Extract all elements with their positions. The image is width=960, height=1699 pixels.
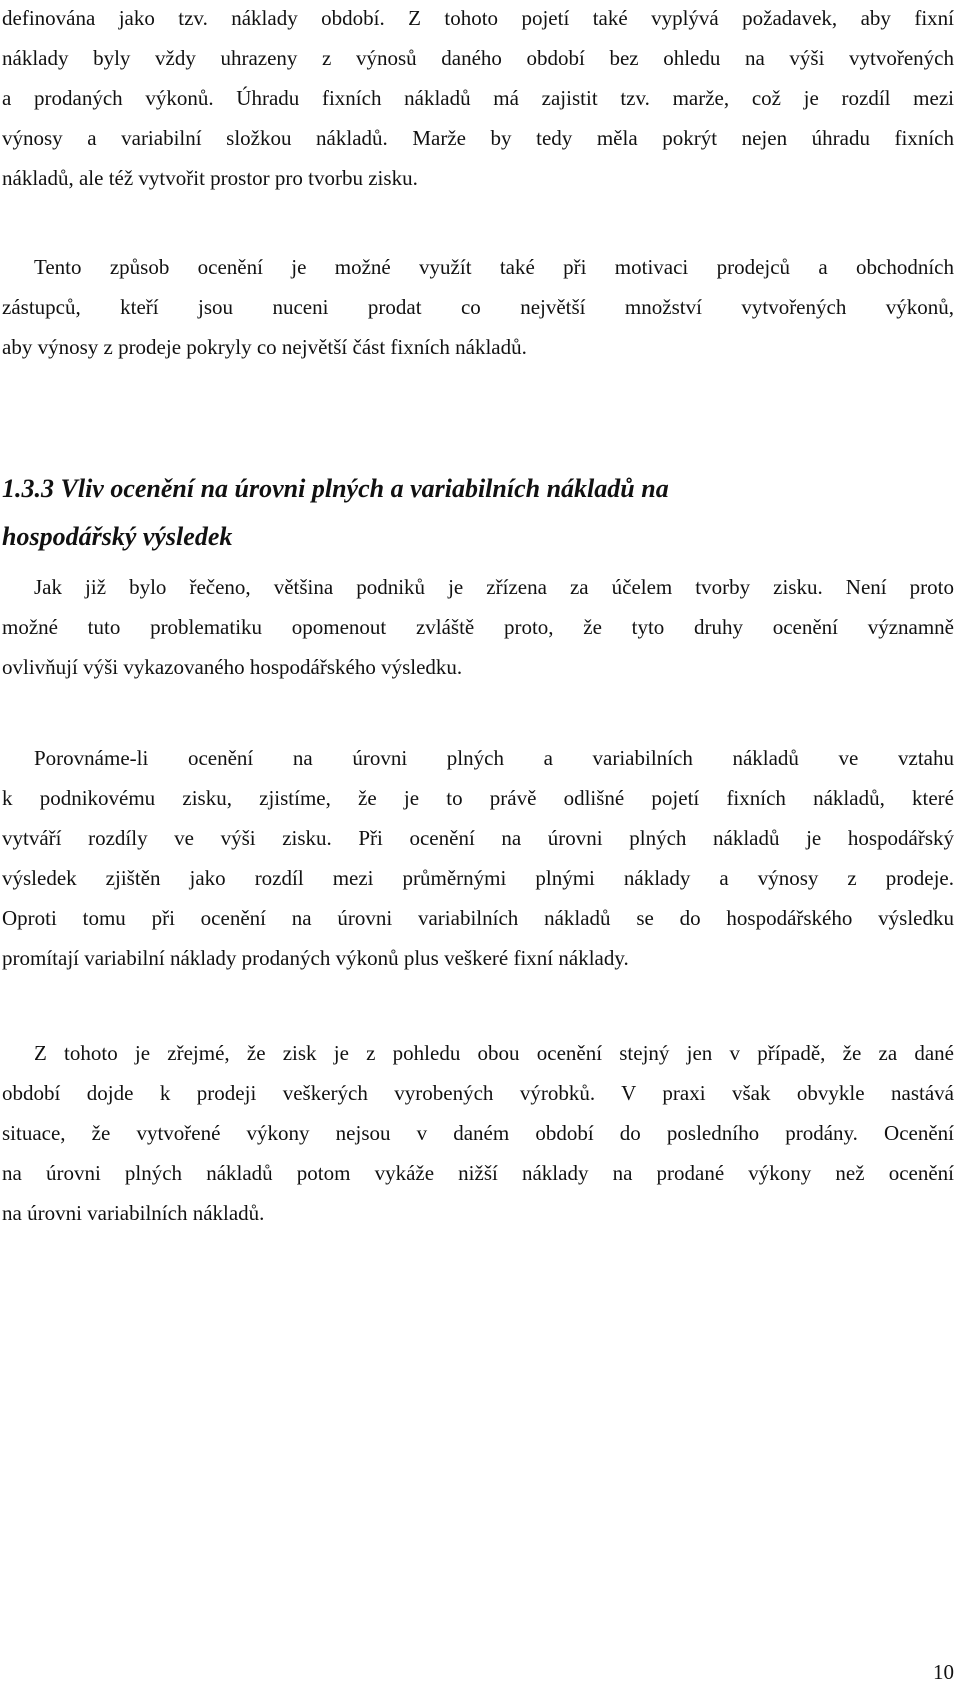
page-number: 10 xyxy=(933,1660,954,1684)
paragraph-line: nákladů, ale též vytvořit prostor pro tvorbu zisku. xyxy=(2,166,418,190)
heading-line: 1.3.3 Vliv ocenění na úrovni plných a variabilních nákladů na xyxy=(2,474,669,503)
paragraph-line: Jak již bylo řečeno, většina podniků je zřízena za účelem tvorby zisku. Není proto xyxy=(34,575,954,599)
paragraph-line: ovlivňují výši vykazovaného hospodářského výsledku. xyxy=(2,655,463,679)
paragraph-line: Oproti tomu při ocenění na úrovni variabilních nákladů se do hospodářského výsledku xyxy=(2,906,954,930)
paragraph-line: k podnikovému zisku, zjistíme, že je to právě odlišné pojetí fixních nákladů, které xyxy=(2,786,954,810)
paragraph-line: náklady byly vždy uhrazeny z výnosů daného období bez ohledu na výši vytvořených xyxy=(2,46,954,70)
paragraph-1 xyxy=(2,0,954,198)
paragraph-3 xyxy=(2,567,954,687)
paragraph-line: definována jako tzv. náklady období. Z tohoto pojetí také vyplývá požadavek, aby fixní xyxy=(2,6,954,30)
heading-line: hospodářský výsledek xyxy=(2,522,233,551)
paragraph-line: výsledek zjištěn jako rozdíl mezi průměrnými plnými náklady a výnosy z prodeje. xyxy=(2,866,954,890)
paragraph-5 xyxy=(2,1033,954,1233)
paragraph-line: situace, že vytvořené výkony nejsou v daném období do posledního prodány. Ocenění xyxy=(2,1121,954,1145)
paragraph-4 xyxy=(2,738,954,978)
paragraph-line: vytváří rozdíly ve výši zisku. Při ocenění na úrovni plných nákladů je hospodářský xyxy=(2,826,954,850)
paragraph-line: na úrovni plných nákladů potom vykáže nižší náklady na prodané výkony než ocenění xyxy=(2,1161,954,1185)
paragraph-line: Z tohoto je zřejmé, že zisk je z pohledu obou ocenění stejný jen v případě, že za dané xyxy=(34,1041,954,1065)
paragraph-line: možné tuto problematiku opomenout zvláště proto, že tyto druhy ocenění významně xyxy=(2,615,954,639)
paragraph-line: a prodaných výkonů. Úhradu fixních nákladů má zajistit tzv. marže, což je rozdíl mezi xyxy=(2,86,954,110)
paragraph-line: Porovnáme-li ocenění na úrovni plných a variabilních nákladů ve vztahu xyxy=(34,746,954,770)
paragraph-line: aby výnosy z prodeje pokryly co největší část fixních nákladů. xyxy=(2,335,527,359)
section-heading xyxy=(2,465,954,561)
paragraph-line: období dojde k prodeji veškerých vyrobených výrobků. V praxi však obvykle nastává xyxy=(2,1081,954,1105)
paragraph-2 xyxy=(2,247,954,367)
paragraph-line: na úrovni variabilních nákladů. xyxy=(2,1201,265,1225)
paragraph-line: Tento způsob ocenění je možné využít také při motivaci prodejců a obchodních xyxy=(34,255,954,279)
paragraph-line: výnosy a variabilní složkou nákladů. Marže by tedy měla pokrýt nejen úhradu fixních xyxy=(2,126,954,150)
paragraph-line: zástupců, kteří jsou nuceni prodat co největší množství vytvořených výkonů, xyxy=(2,295,954,319)
paragraph-line: promítají variabilní náklady prodaných výkonů plus veškeré fixní náklady. xyxy=(2,946,629,970)
